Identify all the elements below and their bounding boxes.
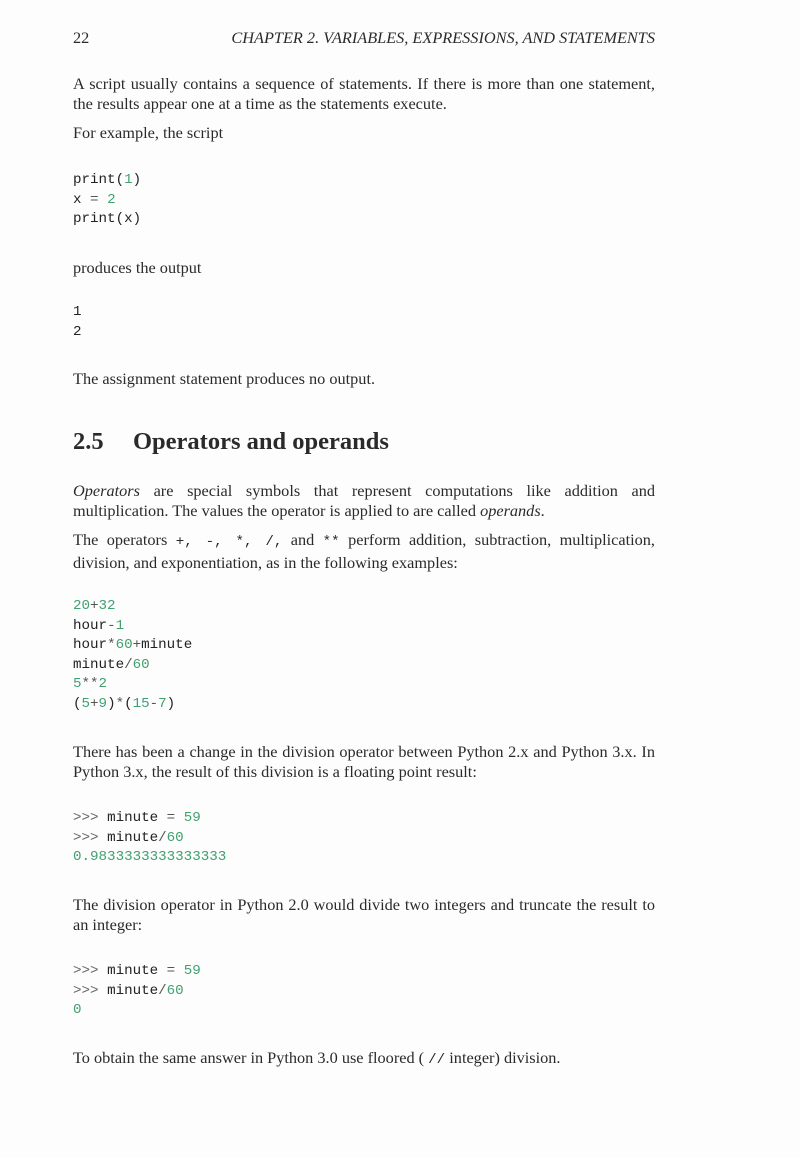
code-text: print(x) <box>73 211 142 227</box>
section-number: 2.5 <box>73 428 104 455</box>
code-number: 7 <box>158 695 167 712</box>
code-block <box>73 597 192 714</box>
code-operator: / <box>124 656 133 673</box>
section-heading <box>73 428 389 456</box>
code-text <box>99 192 108 208</box>
code-text: minute <box>107 963 167 979</box>
code-operator: + <box>132 637 142 653</box>
code-text: hour <box>73 637 108 653</box>
code-block <box>73 809 226 868</box>
code-text: hour <box>73 617 108 634</box>
paragraph <box>73 1048 655 1071</box>
code-number: 1 <box>124 172 133 188</box>
code-operator: ** <box>81 676 99 692</box>
code-text: minute <box>73 656 125 673</box>
code-number: 59 <box>183 963 201 979</box>
code-prompt: >>> <box>73 963 108 979</box>
inline-code: // <box>428 1052 446 1068</box>
code-operator: * <box>107 637 116 653</box>
code-line <box>73 636 192 656</box>
code-line <box>73 962 201 982</box>
code-prompt: >>> <box>73 982 108 999</box>
code-text: minute <box>107 829 159 846</box>
code-line <box>73 303 82 323</box>
code-number: 9 <box>98 695 108 712</box>
code-text: ) <box>107 695 116 712</box>
page-number: 22 <box>73 28 90 47</box>
code-line <box>73 597 192 617</box>
code-block <box>73 962 201 1021</box>
code-operator: - <box>149 695 159 712</box>
paragraph: The division operator in Python 2.0 would divide two integers and truncate the result to an integer: <box>73 895 655 934</box>
code-line <box>73 695 192 715</box>
code-number: 32 <box>98 598 116 614</box>
text: . <box>540 500 545 520</box>
text: The operators <box>73 530 176 549</box>
code-line <box>73 191 141 211</box>
output-block <box>73 303 82 342</box>
code-text: ( <box>73 695 82 712</box>
code-number: 1 <box>115 617 125 634</box>
code-number: 60 <box>166 829 184 846</box>
code-number: 2 <box>107 191 116 208</box>
emphasis: Operators <box>73 481 140 500</box>
paragraph: produces the output <box>73 258 202 277</box>
emphasis: operands <box>480 500 541 520</box>
section-title: Operators and operands <box>133 428 389 455</box>
code-text <box>175 810 184 826</box>
code-line <box>73 656 192 676</box>
code-text: ) <box>166 695 176 712</box>
text: perform addition, subtraction, multiplication, division, and exponentiation, as in the following examples: <box>73 530 656 572</box>
code-line <box>73 210 141 230</box>
code-operator: / <box>158 982 167 999</box>
code-number: 2 <box>98 676 108 692</box>
inline-code: ** <box>322 534 340 550</box>
code-number: 15 <box>132 695 150 712</box>
code-text: print( <box>73 172 125 188</box>
code-operator: * <box>115 695 125 712</box>
code-text <box>175 963 184 979</box>
code-text: 1 <box>73 304 82 320</box>
code-number: 59 <box>183 810 201 826</box>
code-text: minute <box>107 982 159 999</box>
text: and <box>282 530 323 549</box>
paragraph: The assignment statement produces no output. <box>73 369 376 388</box>
code-line <box>73 171 141 191</box>
code-prompt: >>> <box>73 829 108 846</box>
code-operator: + <box>90 695 99 712</box>
code-text: ( <box>124 695 133 712</box>
code-number: 5 <box>81 695 91 712</box>
code-line <box>73 829 226 849</box>
text: are special symbols that represent computations like addition and multiplication. The values the operator is applied to are called <box>73 481 655 520</box>
paragraph: A script usually contains a sequence of statements. If there is more than one statement, the results appear one at a time as the statements execute. <box>73 74 655 113</box>
code-number: 60 <box>115 637 133 653</box>
text: integer) division. <box>445 1048 561 1067</box>
code-text: x <box>73 191 91 208</box>
code-operator: - <box>107 617 116 634</box>
code-line <box>73 1001 201 1021</box>
paragraph <box>73 530 655 572</box>
code-number: 0 <box>73 1002 82 1018</box>
code-number: 20 <box>73 598 91 614</box>
text: To obtain the same answer in Python 3.0 use floored ( <box>73 1048 429 1067</box>
code-line <box>73 848 226 868</box>
code-number: 60 <box>166 982 184 999</box>
code-operator: = <box>166 963 176 979</box>
chapter-title: CHAPTER 2. VARIABLES, EXPRESSIONS, AND STATEMENTS <box>231 28 655 47</box>
code-text: minute <box>141 637 193 653</box>
code-block <box>73 171 141 230</box>
code-line <box>73 675 192 695</box>
code-operator: + <box>90 598 99 614</box>
code-number: 5 <box>73 676 82 692</box>
code-operator: = <box>90 191 99 208</box>
paragraph: There has been a change in the division operator between Python 2.x and Python 3.x. In Python 3.x, the result of this division is a floating point result: <box>73 742 655 781</box>
inline-code: +, -, *, /, <box>175 534 283 550</box>
code-number: 60 <box>132 656 150 673</box>
code-operator: / <box>158 829 167 846</box>
code-number: 0.9833333333333333 <box>73 849 227 865</box>
paragraph <box>73 481 655 520</box>
code-text: ) <box>132 172 142 188</box>
code-line <box>73 809 226 829</box>
code-text: minute <box>107 810 167 826</box>
code-line <box>73 323 82 343</box>
code-line <box>73 982 201 1002</box>
paragraph: For example, the script <box>73 123 224 142</box>
code-operator: = <box>166 810 176 826</box>
code-prompt: >>> <box>73 810 108 826</box>
code-text: 2 <box>73 323 82 340</box>
code-line <box>73 617 192 637</box>
